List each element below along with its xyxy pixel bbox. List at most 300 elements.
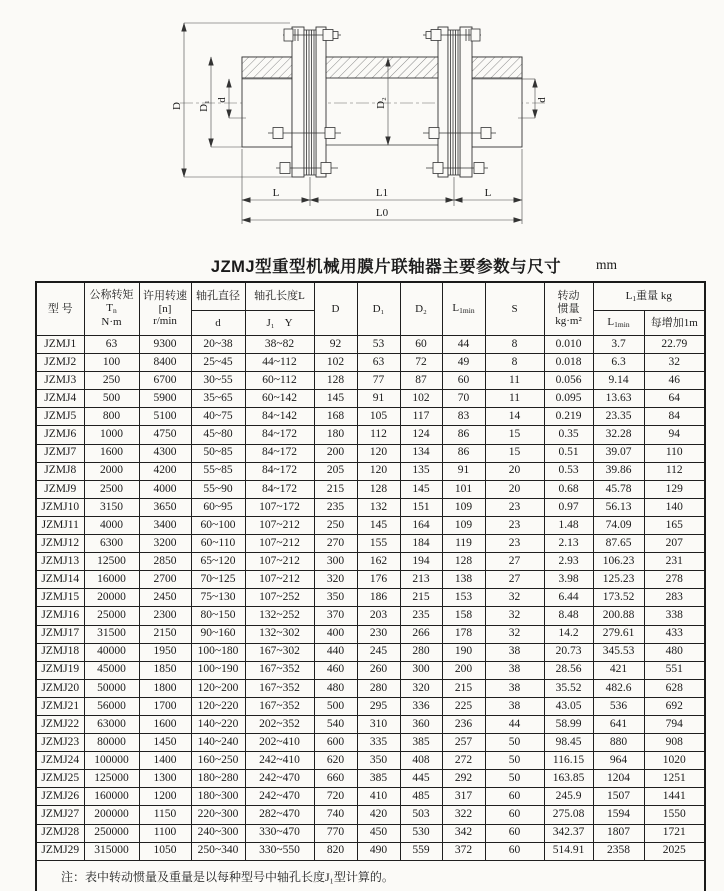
value-cell: 2.13	[544, 535, 593, 553]
table-row	[36, 571, 705, 589]
col-header-weight-group: $L_1$重量 kg	[593, 282, 705, 311]
col-header-S: S	[485, 282, 544, 336]
value-cell: 50~85	[191, 444, 245, 462]
value-cell: 2358	[593, 842, 644, 860]
value-cell: 200	[442, 661, 485, 679]
torque-unit: N·m	[101, 315, 122, 328]
model-cell: JZMJ4	[36, 390, 84, 408]
value-cell: 140	[644, 498, 705, 516]
value-cell: 63	[84, 336, 139, 354]
value-cell: 295	[357, 697, 400, 715]
value-cell: 38	[485, 697, 544, 715]
table-row	[36, 336, 705, 354]
value-cell: 132~252	[245, 607, 314, 625]
value-cell: 107~212	[245, 553, 314, 571]
value-cell: 39.86	[593, 462, 644, 480]
value-cell: 112	[644, 462, 705, 480]
value-cell: 100~180	[191, 643, 245, 661]
value-cell: 65~120	[191, 553, 245, 571]
value-cell: 300	[314, 553, 357, 571]
value-cell: 250~340	[191, 842, 245, 860]
value-cell: 410	[357, 788, 400, 806]
model-cell: JZMJ28	[36, 824, 84, 842]
value-cell: 335	[357, 734, 400, 752]
value-cell: 44	[442, 336, 485, 354]
table-row	[36, 516, 705, 534]
col-header-D: D	[314, 282, 357, 336]
value-cell: 5900	[139, 390, 191, 408]
model-cell: JZMJ1	[36, 336, 84, 354]
value-cell: 153	[442, 589, 485, 607]
col-header-L1min: $L_{1min}$	[442, 282, 485, 336]
value-cell: 44~112	[245, 354, 314, 372]
value-cell: 450	[357, 824, 400, 842]
speed-label: 许用转速	[143, 289, 187, 302]
value-cell: 551	[644, 661, 705, 679]
value-cell: 1600	[139, 715, 191, 733]
value-cell: 266	[400, 625, 442, 643]
value-cell: 100000	[84, 752, 139, 770]
value-cell: 1100	[139, 824, 191, 842]
value-cell: 245.9	[544, 788, 593, 806]
value-cell: 49	[442, 354, 485, 372]
value-cell: 140~240	[191, 734, 245, 752]
value-cell: 102	[400, 390, 442, 408]
value-cell: 163.85	[544, 770, 593, 788]
torque-label: 公称转矩	[89, 289, 134, 302]
value-cell: 692	[644, 697, 705, 715]
value-cell: 1800	[139, 679, 191, 697]
value-cell: 110	[644, 444, 705, 462]
col-header-bore-length-types: J₁ Y	[245, 311, 314, 336]
value-cell: 0.010	[544, 336, 593, 354]
value-cell: 3150	[84, 498, 139, 516]
page-title: JZMJ型重型机械用膜片联轴器主要参数与尺寸	[210, 258, 562, 276]
value-cell: 400	[314, 625, 357, 643]
value-cell: 0.35	[544, 426, 593, 444]
value-cell: 275.08	[544, 806, 593, 824]
value-cell: 2700	[139, 571, 191, 589]
value-cell: 257	[442, 734, 485, 752]
value-cell: 283	[644, 589, 705, 607]
model-cell: JZMJ27	[36, 806, 84, 824]
value-cell: 20000	[84, 589, 139, 607]
value-cell: 20	[485, 480, 544, 498]
value-cell: 200000	[84, 806, 139, 824]
value-cell: 168	[314, 408, 357, 426]
table-row	[36, 806, 705, 824]
model-cell: JZMJ5	[36, 408, 84, 426]
value-cell: 2000	[84, 462, 139, 480]
dim-label-L1: L1	[375, 187, 389, 199]
value-cell: 280	[357, 679, 400, 697]
table-row	[36, 589, 705, 607]
col-header-model: 型 号	[36, 282, 84, 336]
value-cell: 880	[593, 734, 644, 752]
model-cell: JZMJ16	[36, 607, 84, 625]
value-cell: 6.3	[593, 354, 644, 372]
value-cell: 116.15	[544, 752, 593, 770]
value-cell: 46	[644, 372, 705, 390]
value-cell: 39.07	[593, 444, 644, 462]
value-cell: 0.018	[544, 354, 593, 372]
value-cell: 225	[442, 697, 485, 715]
value-cell: 45000	[84, 661, 139, 679]
col-header-bore-diameter: 轴孔直径	[191, 282, 245, 311]
value-cell: 370	[314, 607, 357, 625]
value-cell: 245	[357, 643, 400, 661]
value-cell: 87.65	[593, 535, 644, 553]
inertia-label-2: 惯量	[557, 302, 580, 315]
value-cell: 1807	[593, 824, 644, 842]
value-cell: 200.88	[593, 607, 644, 625]
value-cell: 80000	[84, 734, 139, 752]
value-cell: 503	[400, 806, 442, 824]
value-cell: 129	[644, 480, 705, 498]
value-cell: 119	[442, 535, 485, 553]
value-cell: 514.91	[544, 842, 593, 860]
table-row	[36, 643, 705, 661]
value-cell: 242~470	[245, 770, 314, 788]
value-cell: 1441	[644, 788, 705, 806]
value-cell: 345.53	[593, 643, 644, 661]
value-cell: 1200	[139, 788, 191, 806]
value-cell: 106.23	[593, 553, 644, 571]
value-cell: 160~250	[191, 752, 245, 770]
value-cell: 330~550	[245, 842, 314, 860]
value-cell: 107~212	[245, 516, 314, 534]
table-note: 注：表中转动惯量及重量是以每种型号中轴孔长度J₁型计算的。	[36, 860, 705, 891]
value-cell: 236	[442, 715, 485, 733]
membrane-pack-right	[448, 30, 460, 175]
dim-label-L0: L0	[375, 207, 389, 219]
value-cell: 120	[357, 462, 400, 480]
value-cell: 145	[314, 390, 357, 408]
table-row	[36, 553, 705, 571]
model-cell: JZMJ25	[36, 770, 84, 788]
value-cell: 32	[644, 354, 705, 372]
value-cell: 180	[314, 426, 357, 444]
col-header-D2: D₂	[400, 282, 442, 336]
value-cell: 242~470	[245, 788, 314, 806]
value-cell: 500	[84, 390, 139, 408]
value-cell: 408	[400, 752, 442, 770]
value-cell: 107~212	[245, 535, 314, 553]
value-cell: 107~212	[245, 571, 314, 589]
value-cell: 134	[400, 444, 442, 462]
value-cell: 158	[442, 607, 485, 625]
value-cell: 202~410	[245, 734, 314, 752]
value-cell: 50	[485, 734, 544, 752]
title-row	[0, 250, 724, 280]
value-cell: 660	[314, 770, 357, 788]
value-cell: 55~90	[191, 480, 245, 498]
value-cell: 8	[485, 354, 544, 372]
value-cell: 92	[314, 336, 357, 354]
value-cell: 16000	[84, 571, 139, 589]
value-cell: 278	[644, 571, 705, 589]
model-cell: JZMJ26	[36, 788, 84, 806]
value-cell: 310	[357, 715, 400, 733]
value-cell: 279.61	[593, 625, 644, 643]
value-cell: 440	[314, 643, 357, 661]
table-row	[36, 408, 705, 426]
value-cell: 315000	[84, 842, 139, 860]
value-cell: 800	[84, 408, 139, 426]
membrane-pack-left	[304, 30, 316, 175]
value-cell: 178	[442, 625, 485, 643]
value-cell: 128	[442, 553, 485, 571]
value-cell: 86	[442, 444, 485, 462]
value-cell: 213	[400, 571, 442, 589]
value-cell: 167~352	[245, 661, 314, 679]
value-cell: 1700	[139, 697, 191, 715]
table-row	[36, 788, 705, 806]
col-header-weight-L1min: $L_{1min}$	[593, 311, 644, 336]
value-cell: 23.35	[593, 408, 644, 426]
value-cell: 260	[357, 661, 400, 679]
value-cell: 20~38	[191, 336, 245, 354]
table-row	[36, 842, 705, 860]
value-cell: 2150	[139, 625, 191, 643]
value-cell: 8400	[139, 354, 191, 372]
dim-label-L-left: L	[272, 187, 280, 199]
table-row	[36, 444, 705, 462]
value-cell: 342.37	[544, 824, 593, 842]
dim-label-D1: D₁	[198, 100, 210, 112]
value-cell: 421	[593, 661, 644, 679]
table-row	[36, 354, 705, 372]
value-cell: 128	[314, 372, 357, 390]
value-cell: 45.78	[593, 480, 644, 498]
value-cell: 1.48	[544, 516, 593, 534]
value-cell: 2500	[84, 480, 139, 498]
col-header-inertia	[544, 282, 593, 336]
value-cell: 820	[314, 842, 357, 860]
coupling-drawing	[0, 0, 724, 248]
coupling-drawing-svg	[0, 0, 724, 248]
value-cell: 908	[644, 734, 705, 752]
value-cell: 60~110	[191, 535, 245, 553]
table-row	[36, 734, 705, 752]
value-cell: 350	[357, 752, 400, 770]
value-cell: 117	[400, 408, 442, 426]
value-cell: 55~85	[191, 462, 245, 480]
value-cell: 4750	[139, 426, 191, 444]
value-cell: 60	[485, 788, 544, 806]
value-cell: 8	[485, 336, 544, 354]
value-cell: 336	[400, 697, 442, 715]
value-cell: 2850	[139, 553, 191, 571]
value-cell: 45~80	[191, 426, 245, 444]
value-cell: 180~280	[191, 770, 245, 788]
value-cell: 60	[442, 372, 485, 390]
value-cell: 77	[357, 372, 400, 390]
value-cell: 60~95	[191, 498, 245, 516]
value-cell: 0.53	[544, 462, 593, 480]
table-row	[36, 480, 705, 498]
value-cell: 1150	[139, 806, 191, 824]
table-row	[36, 426, 705, 444]
model-cell: JZMJ19	[36, 661, 84, 679]
value-cell: 27	[485, 571, 544, 589]
value-cell: 272	[442, 752, 485, 770]
value-cell: 202~352	[245, 715, 314, 733]
value-cell: 91	[442, 462, 485, 480]
model-cell: JZMJ7	[36, 444, 84, 462]
value-cell: 480	[314, 679, 357, 697]
value-cell: 120	[357, 444, 400, 462]
model-cell: JZMJ2	[36, 354, 84, 372]
table-row	[36, 462, 705, 480]
value-cell: 56000	[84, 697, 139, 715]
col-header-D1: D₁	[357, 282, 400, 336]
value-cell: 250	[314, 516, 357, 534]
value-cell: 360	[400, 715, 442, 733]
value-cell: 180~300	[191, 788, 245, 806]
value-cell: 44	[485, 715, 544, 733]
value-cell: 1050	[139, 842, 191, 860]
value-cell: 60	[485, 806, 544, 824]
value-cell: 445	[400, 770, 442, 788]
value-cell: 32	[485, 589, 544, 607]
value-cell: 2.93	[544, 553, 593, 571]
value-cell: 70	[442, 390, 485, 408]
value-cell: 740	[314, 806, 357, 824]
value-cell: 107~252	[245, 589, 314, 607]
value-cell: 14	[485, 408, 544, 426]
value-cell: 420	[357, 806, 400, 824]
value-cell: 86	[442, 426, 485, 444]
value-cell: 322	[442, 806, 485, 824]
value-cell: 641	[593, 715, 644, 733]
value-cell: 31500	[84, 625, 139, 643]
model-cell: JZMJ11	[36, 516, 84, 534]
value-cell: 102	[314, 354, 357, 372]
value-cell: 112	[357, 426, 400, 444]
value-cell: 1020	[644, 752, 705, 770]
value-cell: 75~130	[191, 589, 245, 607]
value-cell: 35.52	[544, 679, 593, 697]
model-cell: JZMJ6	[36, 426, 84, 444]
value-cell: 4300	[139, 444, 191, 462]
value-cell: 155	[357, 535, 400, 553]
col-header-bore-diameter-d: d	[191, 311, 245, 336]
value-cell: 60	[485, 842, 544, 860]
value-cell: 84	[644, 408, 705, 426]
value-cell: 240~300	[191, 824, 245, 842]
model-cell: JZMJ8	[36, 462, 84, 480]
value-cell: 43.05	[544, 697, 593, 715]
model-cell: JZMJ22	[36, 715, 84, 733]
value-cell: 292	[442, 770, 485, 788]
value-cell: 60	[400, 336, 442, 354]
value-cell: 125.23	[593, 571, 644, 589]
value-cell: 385	[400, 734, 442, 752]
value-cell: 132~302	[245, 625, 314, 643]
value-cell: 32	[485, 625, 544, 643]
value-cell: 220~300	[191, 806, 245, 824]
value-cell: 25~45	[191, 354, 245, 372]
value-cell: 530	[400, 824, 442, 842]
value-cell: 40~75	[191, 408, 245, 426]
value-cell: 151	[400, 498, 442, 516]
value-cell: 27	[485, 553, 544, 571]
value-cell: 101	[442, 480, 485, 498]
value-cell: 167~302	[245, 643, 314, 661]
value-cell: 200	[314, 444, 357, 462]
model-cell: JZMJ20	[36, 679, 84, 697]
value-cell: 1594	[593, 806, 644, 824]
value-cell: 145	[357, 516, 400, 534]
value-cell: 1950	[139, 643, 191, 661]
value-cell: 23	[485, 535, 544, 553]
value-cell: 4000	[84, 516, 139, 534]
torque-symbol: $T_n$	[106, 302, 117, 316]
speed-symbol: [n]	[158, 302, 172, 315]
value-cell: 184	[400, 535, 442, 553]
table-row	[36, 498, 705, 516]
value-cell: 194	[400, 553, 442, 571]
value-cell: 620	[314, 752, 357, 770]
value-cell: 56.13	[593, 498, 644, 516]
value-cell: 330~470	[245, 824, 314, 842]
value-cell: 107~172	[245, 498, 314, 516]
value-cell: 105	[357, 408, 400, 426]
value-cell: 90~160	[191, 625, 245, 643]
value-cell: 98.45	[544, 734, 593, 752]
value-cell: 482.6	[593, 679, 644, 697]
value-cell: 135	[400, 462, 442, 480]
value-cell: 3.98	[544, 571, 593, 589]
value-cell: 0.095	[544, 390, 593, 408]
value-cell: 25000	[84, 607, 139, 625]
value-cell: 0.056	[544, 372, 593, 390]
value-cell: 84~172	[245, 462, 314, 480]
value-cell: 2300	[139, 607, 191, 625]
table-row	[36, 697, 705, 715]
value-cell: 1251	[644, 770, 705, 788]
value-cell: 173.52	[593, 589, 644, 607]
value-cell: 38	[485, 661, 544, 679]
value-cell: 91	[357, 390, 400, 408]
value-cell: 20	[485, 462, 544, 480]
value-cell: 0.219	[544, 408, 593, 426]
value-cell: 22.79	[644, 336, 705, 354]
value-cell: 231	[644, 553, 705, 571]
value-cell: 58.99	[544, 715, 593, 733]
value-cell: 320	[314, 571, 357, 589]
table-row	[36, 661, 705, 679]
value-cell: 70~125	[191, 571, 245, 589]
value-cell: 83	[442, 408, 485, 426]
model-cell: JZMJ3	[36, 372, 84, 390]
value-cell: 60	[485, 824, 544, 842]
value-cell: 372	[442, 842, 485, 860]
value-cell: 94	[644, 426, 705, 444]
value-cell: 40000	[84, 643, 139, 661]
value-cell: 63	[357, 354, 400, 372]
value-cell: 30~55	[191, 372, 245, 390]
value-cell: 80~150	[191, 607, 245, 625]
value-cell: 9300	[139, 336, 191, 354]
value-cell: 87	[400, 372, 442, 390]
value-cell: 120~220	[191, 697, 245, 715]
value-cell: 72	[400, 354, 442, 372]
value-cell: 1000	[84, 426, 139, 444]
value-cell: 282~470	[245, 806, 314, 824]
model-cell: JZMJ29	[36, 842, 84, 860]
